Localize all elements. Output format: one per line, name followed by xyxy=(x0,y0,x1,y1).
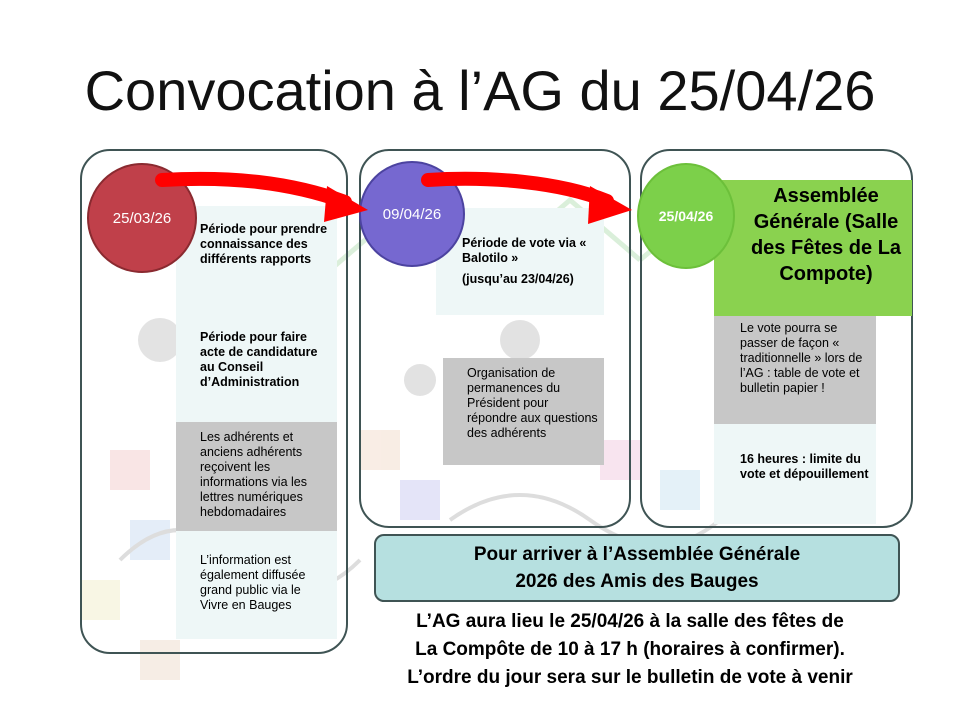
footer-line-1: L’AG aura lieu le 25/04/26 à la salle des fêtes de xyxy=(416,611,844,632)
banner-box: Pour arriver à l’Assemblée Générale 2026 des Amis des Bauges xyxy=(374,534,900,602)
ag-header-box: Assemblée Générale (Salle des Fêtes de La Compote) xyxy=(714,180,912,316)
arrow-2 xyxy=(428,179,607,201)
col1-cell-3: Les adhérents et anciens adhérents reçoivent les informations via les lettres numériques hebdomadaires xyxy=(176,422,337,531)
col1-cell-1: Période pour prendre connaissance des différents rapports xyxy=(176,206,337,316)
arrow-2-head xyxy=(588,186,632,224)
col3-limit-cell: 16 heures : limite du vote et dépouillement xyxy=(714,424,876,524)
col3-vote-cell: Le vote pourra se passer de façon « traditionnelle » lors de l’AG : table de vote et bulletin papier ! xyxy=(714,316,876,424)
timeline-arrows xyxy=(0,0,960,300)
col1-cell-4: L’information est également diffusée grand public via le Vivre en Bauges xyxy=(176,531,337,639)
col2-permanences-cell: Organisation de permanences du Président pour répondre aux questions des adhérents xyxy=(443,358,604,465)
footer-line-2: La Compôte de 10 à 17 h (horaires à confirmer). xyxy=(415,639,845,660)
vote-deadline-text: (jusqu’au 23/04/26) xyxy=(462,272,574,286)
arrow-1-head xyxy=(324,186,368,222)
vote-period-text: Période de vote via « Balotilo » xyxy=(462,236,587,265)
footer-line-3: L’ordre du jour sera sur le bulletin de vote à venir xyxy=(407,667,853,688)
arrow-1 xyxy=(162,179,345,202)
date-circle-1: 25/03/26 xyxy=(87,163,197,273)
col1-cell-2: Période pour faire acte de candidature au Conseil d’Administration xyxy=(176,316,337,422)
date-circle-3: 25/04/26 xyxy=(637,163,735,269)
page-title: Convocation à l’AG du 25/04/26 xyxy=(84,59,876,122)
footer-text xyxy=(330,608,930,692)
date-circle-2: 09/04/26 xyxy=(359,161,465,267)
